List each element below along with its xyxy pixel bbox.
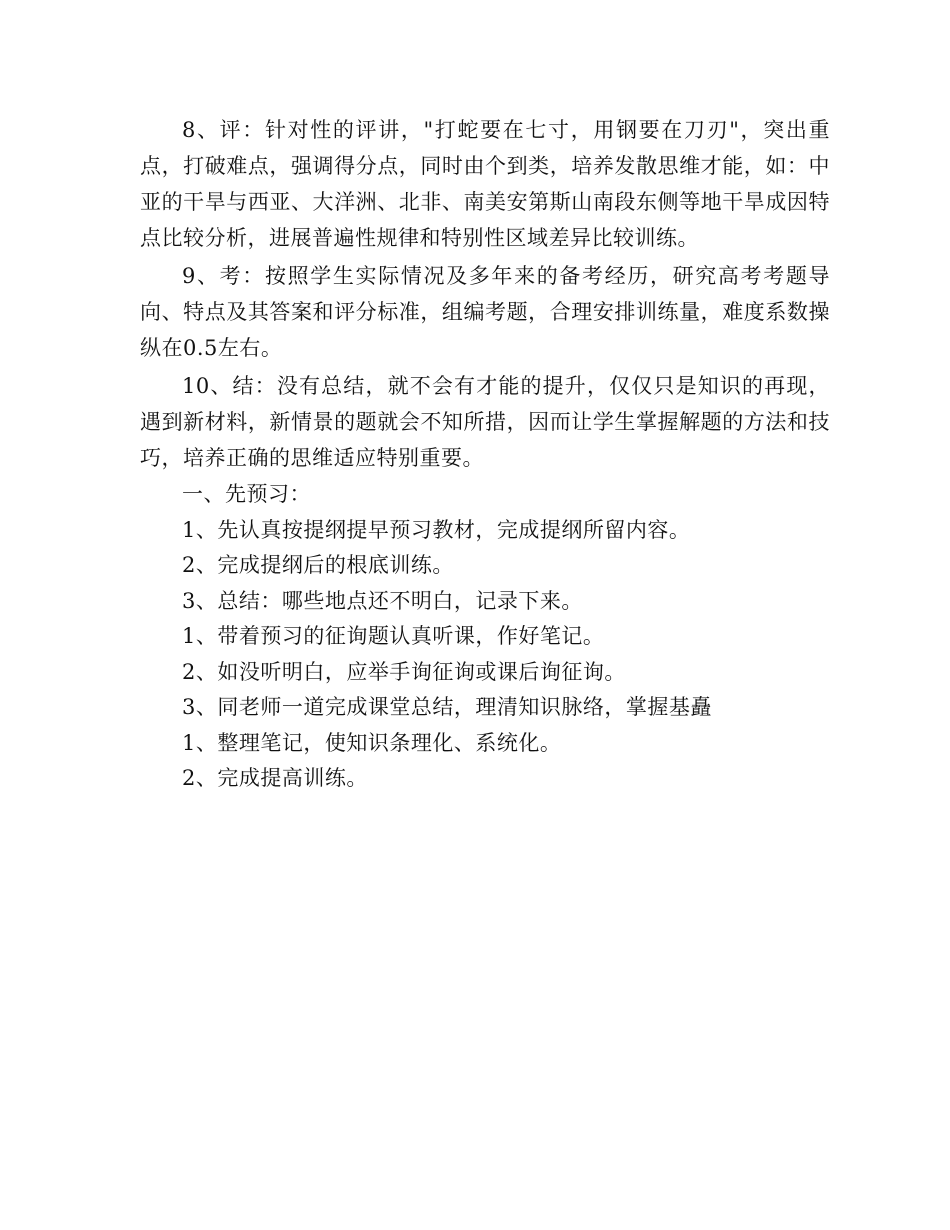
paragraph-summary: 10、结：没有总结，就不会有才能的提升，仅仅只是知识的再现，遇到新材料，新情景的题就会不知所措，因而让学生掌握解题的方法和技巧，培养正确的思维适应特别重要。 [140,374,830,470]
paragraph-exam: 9、考：按照学生实际情况及多年来的备考经历，研究高考考题导向、特点及其答案和评分标准，组编考题，合理安排训练量，难度系数操纵在0.5左右。 [140,264,830,360]
list-item: 1、带着预习的征询题认真听课，作好笔记。 [182,624,605,648]
list-item: 1、整理笔记，使知识条理化、系统化。 [182,730,562,755]
list-item: 3、总结：哪些地点还不明白，记录下来。 [182,588,583,613]
section-heading-preview: 一、先预习： [182,482,311,506]
document-page [140,112,830,798]
list-item: 2、如没听明白，应举手询征询或课后询征询。 [182,659,626,684]
list-item: 2、完成提高训练。 [182,766,368,790]
list-item: 2、完成提纲后的根底训练。 [182,553,454,577]
list-item: 1、先认真按提纲提早预习教材，完成提纲所留内容。 [182,517,691,542]
paragraph-review: 8、评：针对性的评讲，"打蛇要在七寸，用钢要在刀刃"，突出重点，打破难点，强调得分点，同时由个到类，培养发散思维才能，如：中亚的干旱与西亚、大洋洲、北非、南美安第斯山南段东侧等地干旱成因特点比较分析，进展普遍性规律和特别性区域差异比较训练。 [140,118,830,250]
list-item: 3、同老师一道完成课堂总结，理清知识脉络，掌握基矗 [182,695,712,719]
